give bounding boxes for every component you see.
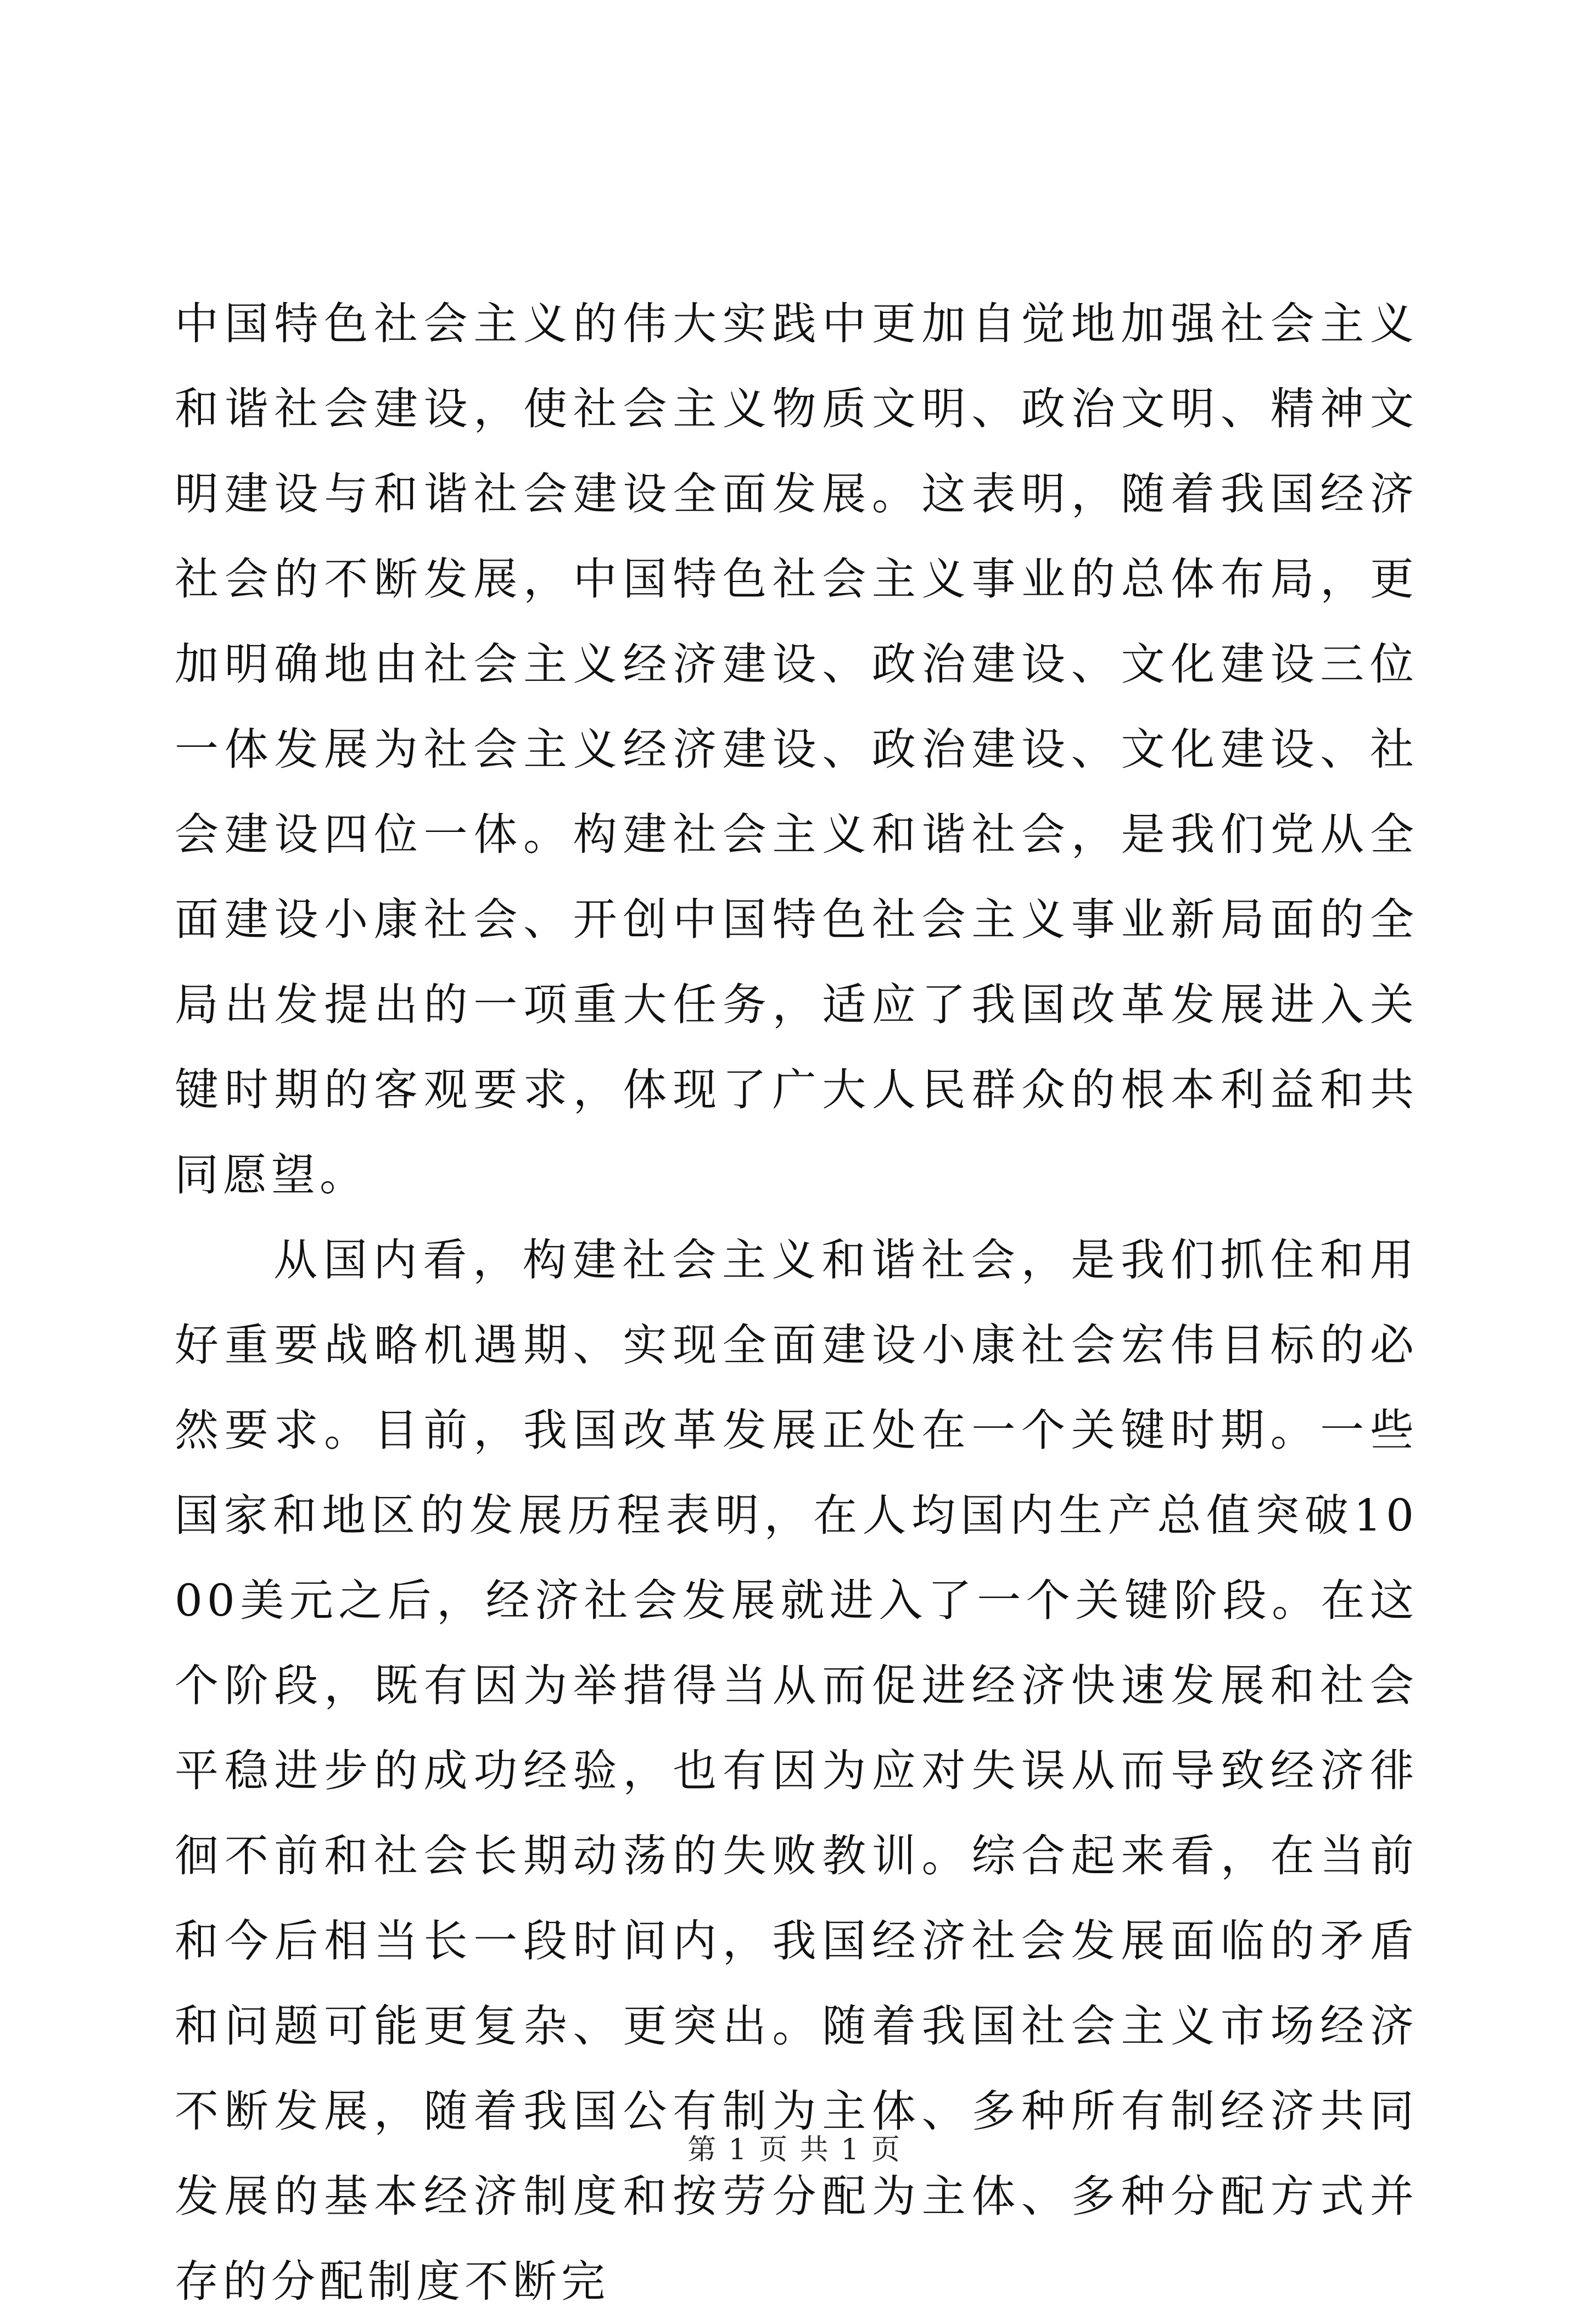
document-body xyxy=(175,281,1418,2324)
paragraph-continued: 中国特色社会主义的伟大实践中更加自觉地加强社会主义和谐社会建设，使社会主义物质文明、政治文明、精神文明建设与和谐社会建设全面发展。这表明，随着我国经济社会的不断发展，中国特色社会主义事业的总体布局，更加明确地由社会主义经济建设、政治建设、文化建设三位一体发展为社会主义经济建设、政治建设、文化建设、社会建设四位一体。构建社会主义和谐社会，是我们党从全面建设小康社会、开创中国特色社会主义事业新局面的全局出发提出的一项重大任务，适应了我国改革发展进入关键时期的客观要求，体现了广大人民群众的根本利益和共同愿望。 xyxy=(175,298,1418,1200)
page-footer: 第 1 页 共 1 页 xyxy=(687,2133,902,2166)
paragraph-domestic-view: 从国内看，构建社会主义和谐社会，是我们抓住和用好重要战略机遇期、实现全面建设小康社会宏伟目标的必然要求。目前，我国改革发展正处在一个关键时期。一些国家和地区的发展历程表明，在人均国内生产总值突破1000美元之后，经济社会发展就进入了一个关键阶段。在这个阶段，既有因为举措得当从而促进经济快速发展和社会平稳进步的成功经验，也有因为应对失误从而导致经济徘徊不前和社会长期动荡的失败教训。综合起来看，在当前和今后相当长一段时间内，我国经济社会发展面临的矛盾和问题可能更复杂、更突出。随着我国社会主义市场经济不断发展，随着我国公有制为主体、多种所有制经济共同发展的基本经济制度和按劳分配为主体、多种分配方式并存的分配制度不断完 xyxy=(175,1234,1418,2307)
